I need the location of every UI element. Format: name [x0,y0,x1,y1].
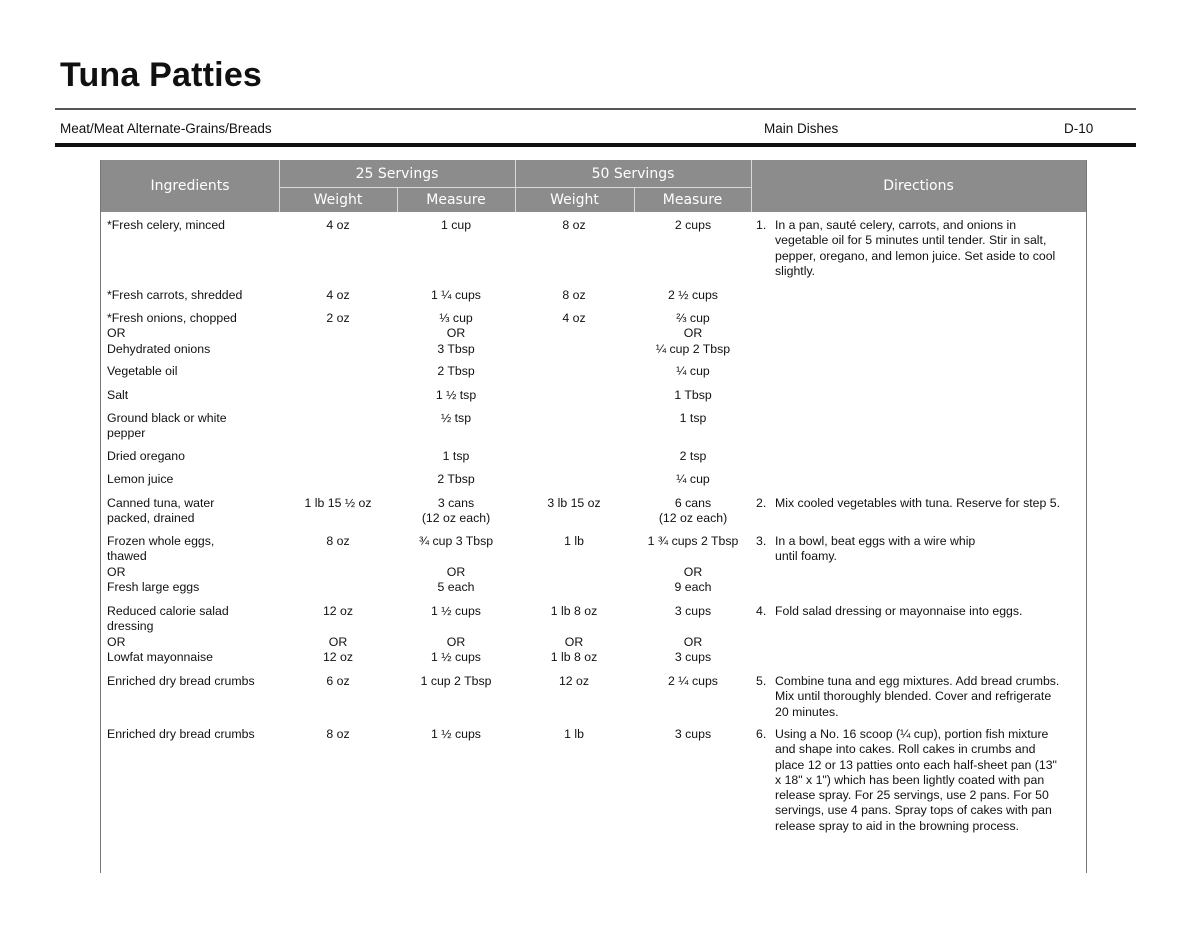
measure-50-cell: 3 cups [674,727,712,741]
header-rule [55,108,1136,110]
weight-50-cell: 1 lb [564,727,584,741]
ingredient-cell: Dried oregano [107,449,185,463]
direction-cell: In a bowl, beat eggs with a wire whip until foamy. [775,534,976,564]
measure-50-cell: 1 Tbsp [674,388,712,402]
header-divider [634,188,635,212]
weight-50-cell: 4 oz [562,311,586,325]
measure-50-cell: 1 ¾ cups 2 Tbsp OR 9 each [647,534,739,594]
direction-cell: Using a No. 16 scoop (¼ cup), portion fish mixture and shape into cakes. Roll cakes in crumbs and place 12 or 13 patties onto each half-sheet pan (13" x 18" x 1") which has been lightly coated with pan release spray. For 25 servings, use 2 pans. For 50 servings, use 4 pans. Spray tops of cakes with pan release spray to aid in the browning process. [775,727,1057,833]
recipe-section: Main Dishes [764,121,839,136]
measure-25-cell: ⅓ cup OR 3 Tbsp [437,311,475,356]
measure-25-cell: 2 Tbsp [437,364,475,378]
step-number: 6. [756,727,767,741]
header-divider [397,188,398,212]
measure-50-cell: 1 tsp [679,411,707,425]
recipe-table [100,160,1087,873]
recipe-code: D-10 [1064,121,1094,136]
weight-25-header: Weight [313,192,363,208]
measure-25-cell: 1 tsp [442,449,470,463]
measure-25-cell: 1 cup [440,218,472,232]
ingredient-cell: Canned tuna, water packed, drained [107,496,215,526]
weight-50-cell: 8 oz [562,288,586,302]
measure-50-cell: 6 cans (12 oz each) [658,496,728,526]
step-number: 1. [756,218,767,232]
ingredient-cell: Salt [107,388,129,402]
measure-25-header: Measure [426,192,486,208]
step-number: 5. [756,674,767,688]
servings-50-header: 50 Servings [591,165,675,182]
measure-50-header: Measure [662,192,723,208]
ingredient-cell: *Fresh onions, chopped OR Dehydrated onions [107,311,237,356]
directions-header: Directions [883,178,954,194]
ingredients-header: Ingredients [150,178,230,194]
step-number: 4. [756,604,767,618]
weight-25-cell: 8 oz [326,534,350,548]
weight-50-cell: 12 oz [558,674,590,688]
weight-25-cell: 4 oz [326,288,350,302]
direction-cell: In a pan, sauté celery, carrots, and onions in vegetable oil for 5 minutes until tender. Stir in salt, pepper, oregano, and lemon juice. Set aside to cool slightly. [775,218,1056,278]
ingredient-cell: Enriched dry bread crumbs [107,727,255,741]
ingredient-cell: Vegetable oil [107,364,178,378]
page-title: Tuna Patties [60,56,263,94]
measure-50-cell: 3 cups OR 3 cups [674,604,712,664]
direction-cell: Mix cooled vegetables with tuna. Reserve for step 5. [775,496,1061,510]
weight-25-cell: 2 oz [326,311,350,325]
header-divider [279,187,751,188]
measure-25-cell: 1 ½ tsp [435,388,477,402]
measure-25-cell: 1 ½ cups OR 1 ½ cups [431,604,481,664]
weight-50-cell: 3 lb 15 oz [547,496,601,510]
servings-25-header: 25 Servings [355,165,439,182]
ingredient-cell: Frozen whole eggs, thawed OR Fresh large eggs [107,534,215,594]
measure-50-cell: 2 cups [674,218,712,232]
measure-25-cell: ½ tsp [440,411,472,425]
measure-50-cell: 2 ¼ cups [668,674,718,688]
ingredient-cell: Lemon juice [107,472,174,486]
measure-25-cell: 2 Tbsp [437,472,475,486]
measure-25-cell: 1 ¼ cups [431,288,481,302]
direction-cell: Combine tuna and egg mixtures. Add bread crumbs. Mix until thoroughly blended. Cover and refrigerate 20 minutes. [775,674,1060,719]
measure-50-cell: 2 tsp [679,449,707,463]
weight-50-cell: 8 oz [562,218,586,232]
measure-50-cell: 2 ½ cups [668,288,718,302]
ingredient-cell: *Fresh carrots, shredded [107,288,243,302]
table-header [101,160,1086,212]
header-divider [279,160,280,212]
ingredient-cell: Ground black or white pepper [107,411,227,441]
ingredient-cell: *Fresh celery, minced [107,218,225,232]
step-number: 3. [756,534,767,548]
ingredient-cell: Reduced calorie salad dressing OR Lowfat mayonnaise [107,604,229,664]
step-number: 2. [756,496,767,510]
measure-50-cell: ¼ cup [676,472,710,486]
measure-25-cell: ¾ cup 3 Tbsp OR 5 each [418,534,494,594]
weight-25-cell: 8 oz [326,727,350,741]
measure-25-cell: 1 ½ cups [431,727,481,741]
recipe-category: Meat/Meat Alternate-Grains/Breads [60,121,272,136]
measure-25-cell: 1 cup 2 Tbsp [420,674,492,688]
direction-cell: Fold salad dressing or mayonnaise into eggs. [775,604,1023,618]
weight-25-cell: 1 lb 15 ½ oz [304,496,372,510]
measure-50-cell: ⅔ cup OR ¼ cup 2 Tbsp [655,311,731,356]
weight-25-cell: 12 oz OR 12 oz [322,604,354,664]
measure-25-cell: 3 cans (12 oz each) [421,496,491,526]
weight-25-cell: 4 oz [326,218,350,232]
header-rule-thick [55,143,1136,147]
weight-50-header: Weight [550,192,599,208]
header-divider [751,160,752,212]
header-divider [515,160,516,212]
weight-50-cell: 1 lb 8 oz OR 1 lb 8 oz [550,604,598,664]
measure-50-cell: ¼ cup [676,364,710,378]
weight-25-cell: 6 oz [326,674,350,688]
weight-50-cell: 1 lb [564,534,584,548]
ingredient-cell: Enriched dry bread crumbs [107,674,255,688]
